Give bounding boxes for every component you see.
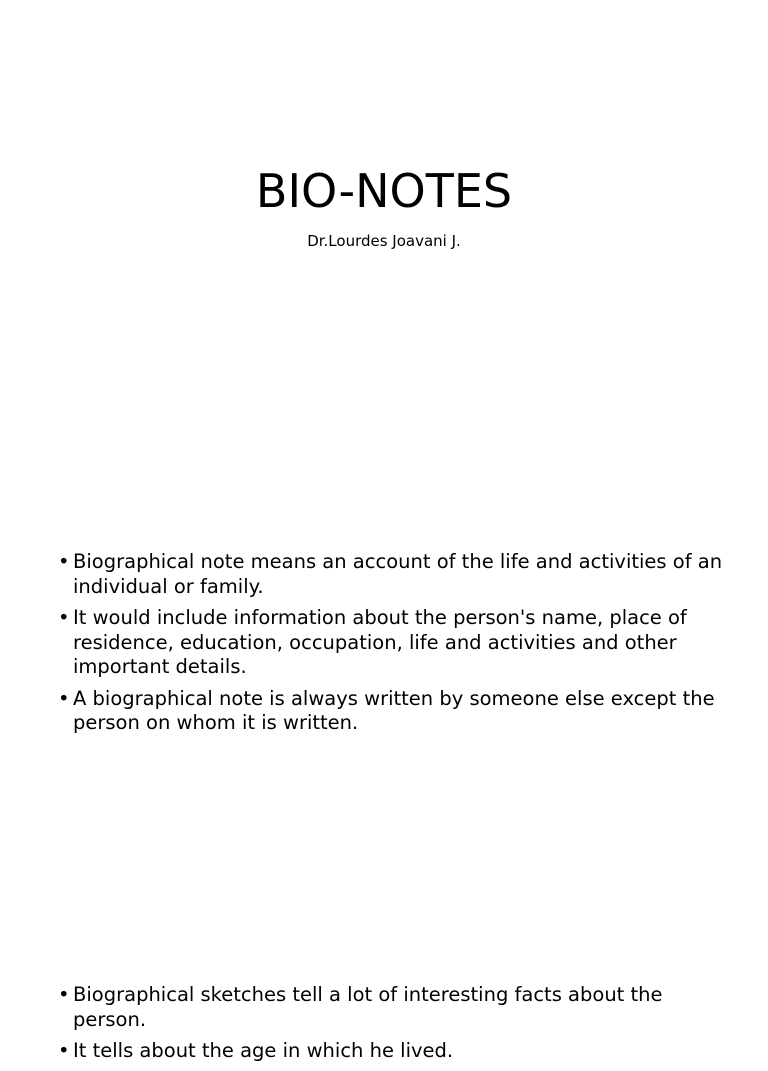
bullet-text: It tells about the age in which he lived.: [73, 1039, 454, 1062]
bullet-text: Biographical note means an account of the life and activities of an individual or family.: [73, 550, 723, 598]
bullet-dot-icon: •: [58, 606, 70, 629]
bullet-dot-icon: •: [58, 983, 70, 1006]
bullet-dot-icon: •: [58, 686, 70, 710]
slide-subtitle-author: Dr.Lourdes Joavani J.: [307, 232, 461, 250]
bullet-item: [58, 983, 738, 1032]
bullet-list-definition: [58, 550, 738, 743]
bullet-dot-icon: •: [58, 550, 70, 573]
bullet-item: [58, 550, 738, 599]
bullet-item: [58, 1039, 738, 1064]
bullet-text: Biographical sketches tell a lot of interesting facts about the person.: [73, 983, 663, 1031]
bullet-item: [58, 687, 738, 736]
bullet-text: A biographical note is always written by someone else except the person on whom it is written.: [73, 686, 715, 734]
slide-title: BIO-NOTES: [255, 164, 513, 218]
bullet-item: [58, 606, 738, 680]
bullet-dot-icon: •: [58, 1039, 70, 1062]
bullet-list-sketches: [58, 983, 738, 1071]
bullet-text: It would include information about the person's name, place of residence, education, occupation, life and activities and other important details.: [73, 606, 687, 678]
